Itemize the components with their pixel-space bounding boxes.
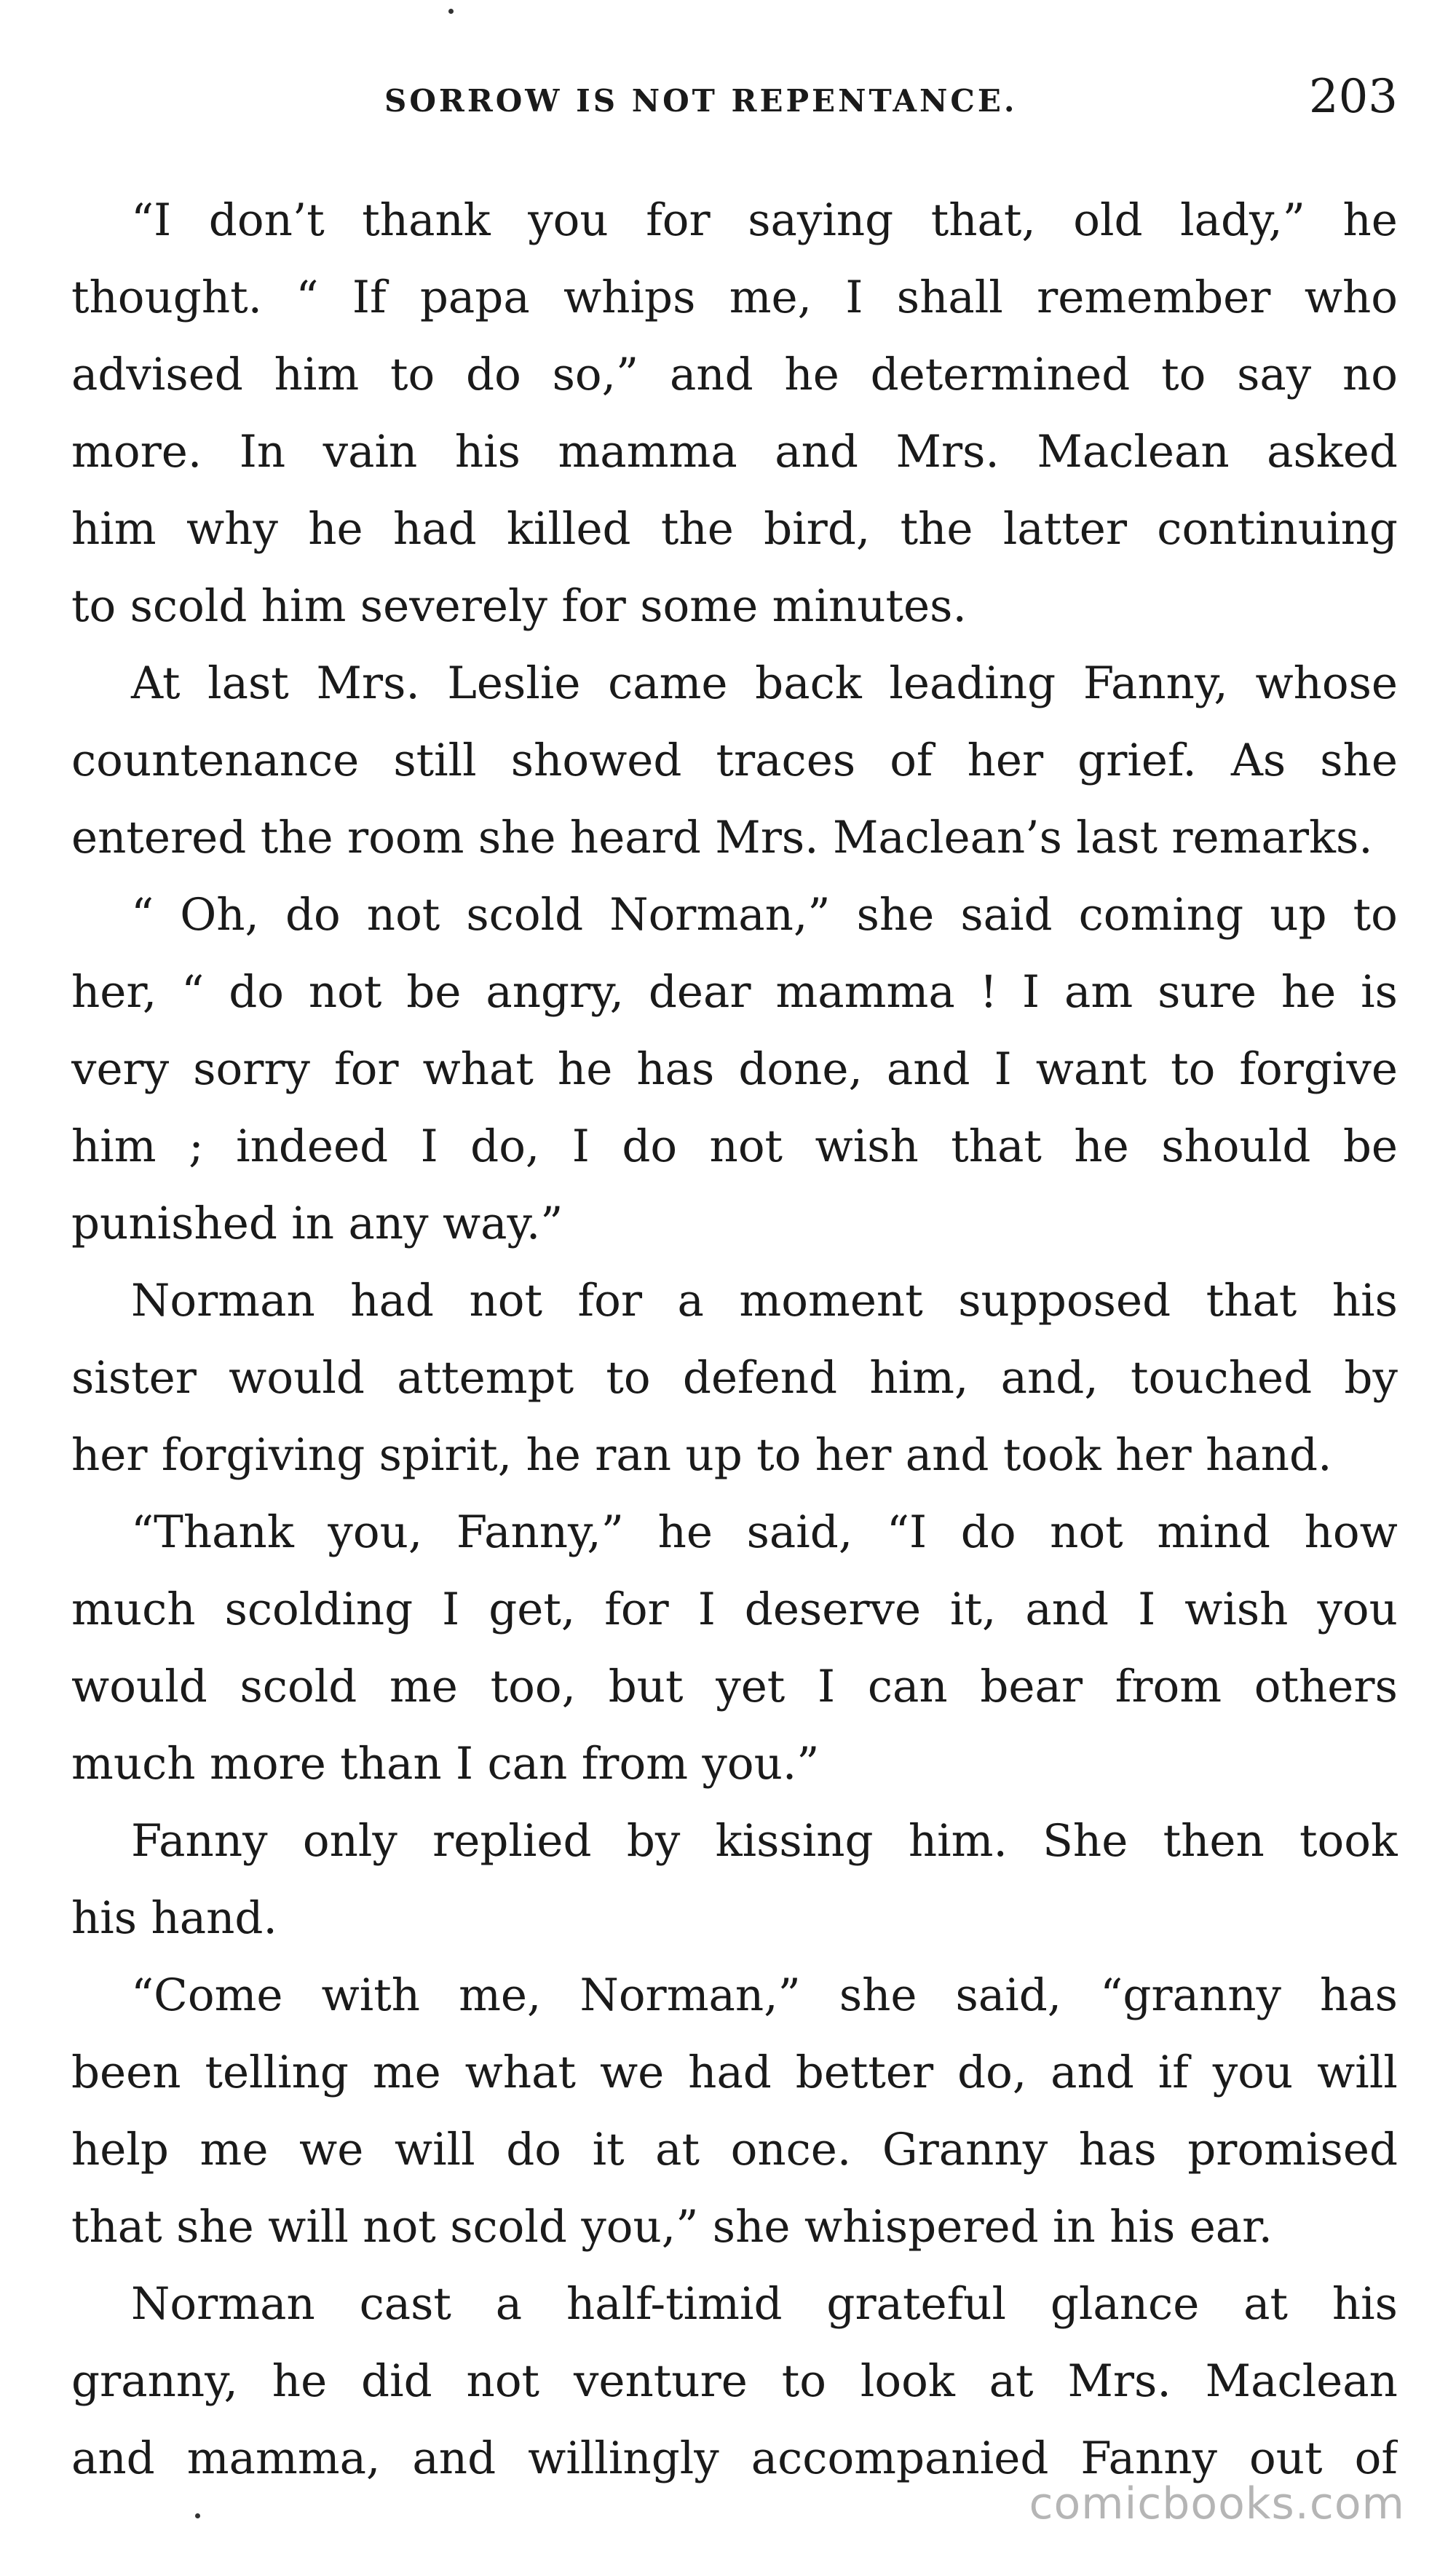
word: grateful (826, 2278, 1006, 2330)
word: Fanny (131, 1815, 268, 1867)
word: mamma (558, 426, 737, 478)
text-line (71, 259, 1398, 336)
word: said (960, 889, 1053, 941)
text-line (71, 1340, 1398, 1417)
text-line (71, 336, 1398, 414)
word: scold (466, 889, 584, 941)
word: a (495, 2278, 523, 2330)
word: had (350, 1275, 434, 1327)
word: sister (71, 1352, 197, 1404)
text-line: that she will not scold you,” she whispered in his ear. (71, 2201, 1273, 2253)
word: yet (716, 1661, 786, 1712)
word: get, (488, 1584, 576, 1635)
text-line (71, 954, 1398, 1031)
text-line (71, 645, 1398, 722)
word: and (71, 2432, 155, 2484)
text-line (71, 1571, 1398, 1648)
word: help (71, 2124, 169, 2175)
word: and (1025, 1584, 1109, 1635)
word: dear (648, 966, 751, 1018)
word: not (709, 1121, 783, 1172)
word: to (1353, 889, 1398, 941)
word: can (867, 1661, 948, 1712)
word: me (199, 2124, 269, 2175)
print-speck (195, 2513, 200, 2518)
word: papa (419, 272, 530, 323)
word: I (845, 272, 863, 323)
word: glance (1050, 2278, 1200, 2330)
word: more. (71, 426, 202, 478)
word: me (372, 2047, 441, 2098)
word: granny, (71, 2355, 238, 2407)
word: do (506, 2124, 562, 2175)
word: As (1230, 735, 1286, 786)
text-line (71, 1262, 1398, 1340)
word: say (1237, 349, 1312, 400)
word: not (366, 889, 440, 941)
word: coming (1078, 889, 1244, 941)
word: leading (889, 657, 1056, 709)
text-line (71, 1803, 1398, 1880)
word: look (860, 2355, 955, 2407)
word: replied (432, 1815, 592, 1867)
word: out (1249, 2432, 1323, 2484)
word: no (1342, 349, 1398, 400)
word: do, (470, 1121, 540, 1172)
word: he (657, 1506, 713, 1558)
word: will (1317, 2047, 1398, 2098)
word: Granny (882, 2124, 1048, 2175)
word: has (1078, 2124, 1157, 2175)
word: would (229, 1352, 365, 1404)
word: then (1163, 1815, 1265, 1867)
word: kissing (715, 1815, 874, 1867)
word: sure (1158, 966, 1257, 1018)
word: with (321, 1969, 421, 2021)
word: very (71, 1043, 170, 1095)
word: once. (730, 2124, 852, 2175)
word: half-timid (566, 2278, 783, 2330)
word: said, (746, 1506, 853, 1558)
text-line (71, 182, 1398, 259)
word: from (1115, 1661, 1222, 1712)
word: advised (71, 349, 243, 400)
text-line: entered the room she heard Mrs. Maclean’s last remarks. (71, 812, 1373, 863)
word: She (1042, 1815, 1128, 1867)
word: willingly (528, 2432, 719, 2484)
word: Leslie (447, 657, 581, 709)
word: him (71, 1121, 157, 1172)
word: mamma, (186, 2432, 381, 2484)
text-line (71, 2266, 1398, 2343)
word: to (1171, 1043, 1216, 1095)
text-line: punished in any way.” (71, 1198, 563, 1249)
word: of (890, 735, 933, 786)
page-number: 203 (1308, 70, 1398, 124)
text-line: to scold him severely for some minutes. (71, 580, 967, 632)
word: indeed (236, 1121, 389, 1172)
word: me, (459, 1969, 542, 2021)
word: Fanny,” (456, 1506, 624, 1558)
word: am (1064, 966, 1133, 1018)
text-line (71, 1648, 1398, 1726)
word: I (994, 1043, 1012, 1095)
word: at (655, 2124, 700, 2175)
word: Maclean (1037, 426, 1230, 478)
word: Maclean (1205, 2355, 1398, 2407)
word: traces (716, 735, 856, 786)
word: her, (71, 966, 157, 1018)
word: too, (490, 1661, 576, 1712)
word: I (571, 1121, 590, 1172)
word: wish (1184, 1584, 1289, 1635)
word: it (592, 2124, 625, 2175)
word: be (406, 966, 462, 1018)
word: telling (205, 2047, 349, 2098)
word: him, (869, 1352, 969, 1404)
word: and (775, 426, 858, 478)
word: thought. (71, 272, 263, 323)
running-title: SORROW IS NOT REPENTANCE. (384, 83, 1018, 119)
word: scolding (224, 1584, 414, 1635)
text-line (71, 2111, 1398, 2189)
word: but (608, 1661, 684, 1712)
word: you, (328, 1506, 423, 1558)
word: she (856, 889, 935, 941)
word: for (646, 194, 711, 246)
word: he (308, 503, 363, 555)
word: had (392, 503, 477, 555)
word: that (1206, 1275, 1297, 1327)
word: killed (506, 503, 631, 555)
word: angry, (486, 966, 624, 1018)
word: he (1074, 1121, 1129, 1172)
word: came (608, 657, 728, 709)
word: she (839, 1969, 917, 2021)
word: for (604, 1584, 669, 1635)
word: remember (1037, 272, 1271, 323)
word: ; (189, 1121, 204, 1172)
word: “granny (1100, 1969, 1281, 2021)
word: do (285, 889, 341, 941)
word: “ (296, 272, 319, 323)
word: I (442, 1584, 460, 1635)
word: last (207, 657, 289, 709)
text-line (71, 491, 1398, 568)
word: to (606, 1352, 651, 1404)
word: “ (181, 966, 205, 1018)
word: saying (748, 194, 894, 246)
word: showed (510, 735, 682, 786)
word: what (422, 1043, 534, 1095)
page-header (71, 70, 1398, 128)
word: has (1319, 1969, 1398, 2021)
word: you (1212, 2047, 1294, 2098)
word: he (557, 1043, 613, 1095)
word: latter (1002, 503, 1127, 555)
word: took (1299, 1815, 1398, 1867)
watermark-logo: comicbooks.com (1029, 2478, 1405, 2529)
print-speck (448, 9, 454, 14)
word: old (1073, 194, 1143, 246)
word: Norman (131, 1275, 315, 1327)
word: want (1035, 1043, 1147, 1095)
word: scold (240, 1661, 357, 1712)
word: Mrs. (1067, 2355, 1171, 2407)
word: his (454, 426, 521, 478)
word: of (1354, 2432, 1398, 2484)
word: done, (738, 1043, 863, 1095)
word: sorry (193, 1043, 311, 1095)
word: do (229, 966, 284, 1018)
word: accompanied (751, 2432, 1049, 2484)
word: she (1320, 735, 1398, 786)
word: back (755, 657, 862, 709)
word: me, (729, 272, 812, 323)
word: be (1342, 1121, 1398, 1172)
word: only (302, 1815, 397, 1867)
word: and (412, 2432, 496, 2484)
word: touched (1131, 1352, 1313, 1404)
word: and (886, 1043, 970, 1095)
word: “ (131, 889, 154, 941)
word: I (818, 1661, 836, 1712)
word: had (688, 2047, 772, 2098)
word: bear (980, 1661, 1083, 1712)
text-line (71, 1031, 1398, 1108)
word: by (1344, 1352, 1398, 1404)
word: vain (323, 426, 418, 478)
word: her (967, 735, 1044, 786)
word: much (71, 1584, 196, 1635)
word: said, (955, 1969, 1062, 2021)
word: Oh, (180, 889, 259, 941)
word: better (795, 2047, 934, 2098)
word: “Thank (131, 1506, 294, 1558)
word: ! (979, 966, 998, 1018)
word: he (272, 2355, 328, 2407)
word: venture (573, 2355, 748, 2407)
word: it, (950, 1584, 997, 1635)
word: I (1022, 966, 1040, 1018)
word: supposed (958, 1275, 1171, 1327)
word: still (393, 735, 477, 786)
word: continuing (1157, 503, 1398, 555)
word: whips (563, 272, 696, 323)
word: do (960, 1506, 1016, 1558)
word: determined (870, 349, 1131, 400)
word: Fanny, (1083, 657, 1228, 709)
word: should (1161, 1121, 1311, 1172)
word: for (334, 1043, 399, 1095)
word: up (1270, 889, 1327, 941)
word: did (361, 2355, 432, 2407)
text-line (71, 414, 1398, 491)
word: grief. (1077, 735, 1197, 786)
word: Norman (131, 2278, 315, 2330)
word: at (989, 2355, 1034, 2407)
word: defend (682, 1352, 838, 1404)
word: “I (131, 194, 172, 246)
word: “Come (131, 1969, 283, 2021)
word: me (389, 1661, 458, 1712)
text-line (71, 2034, 1398, 2111)
word: At (131, 657, 181, 709)
text-line: her forgiving spirit, he ran up to her and took her hand. (71, 1429, 1332, 1481)
word: mind (1157, 1506, 1271, 1558)
word: the (660, 503, 734, 555)
word: him (274, 349, 360, 400)
word: do (622, 1121, 678, 1172)
word: do, (957, 2047, 1027, 2098)
word: not (469, 1275, 543, 1327)
word: he (1281, 966, 1337, 1018)
word: I (697, 1584, 716, 1635)
word: you (528, 194, 609, 246)
word: Norman,” (579, 1969, 801, 2021)
word: by (626, 1815, 681, 1867)
word: Norman,” (609, 889, 831, 941)
word: promised (1187, 2124, 1398, 2175)
word: Mrs. (895, 426, 1000, 478)
word: I (1138, 1584, 1156, 1635)
word: not (308, 966, 382, 1018)
word: so,” (552, 349, 639, 400)
word: has (636, 1043, 715, 1095)
word: and (669, 349, 753, 400)
word: others (1254, 1661, 1398, 1712)
word: for (577, 1275, 643, 1327)
word: asked (1267, 426, 1398, 478)
word: his (1332, 1275, 1398, 1327)
word: to (1161, 349, 1206, 400)
word: if (1158, 2047, 1189, 2098)
word: you (1317, 1584, 1398, 1635)
word: that (951, 1121, 1042, 1172)
text-line (71, 722, 1398, 799)
word: wish (815, 1121, 919, 1172)
word: lady,” (1180, 194, 1305, 246)
word: him (71, 503, 157, 555)
word: why (186, 503, 278, 555)
word: how (1304, 1506, 1398, 1558)
word: bird, (764, 503, 871, 555)
word: I (420, 1121, 438, 1172)
word: “I (886, 1506, 927, 1558)
word: we (299, 2124, 364, 2175)
text-line: much more than I can from you.” (71, 1738, 820, 1790)
word: deserve (744, 1584, 922, 1635)
word: In (239, 426, 286, 478)
word: attempt (397, 1352, 574, 1404)
word: Fanny (1080, 2432, 1217, 2484)
text-line: his hand. (71, 1892, 277, 1944)
word: would (71, 1661, 207, 1712)
word: he (784, 349, 839, 400)
word: mamma (775, 966, 955, 1018)
word: thank (362, 194, 491, 246)
word: we (599, 2047, 665, 2098)
word: forgive (1239, 1043, 1398, 1095)
word: countenance (71, 735, 360, 786)
word: he (1342, 194, 1398, 246)
word: to (390, 349, 435, 400)
word: a (677, 1275, 704, 1327)
text-line (71, 1957, 1398, 2034)
word: him. (908, 1815, 1008, 1867)
word: If (352, 272, 387, 323)
word: that, (930, 194, 1036, 246)
text-line (71, 877, 1398, 954)
word: shall (896, 272, 1003, 323)
word: what (464, 2047, 577, 2098)
text-line (71, 1108, 1398, 1185)
word: his (1332, 2278, 1398, 2330)
word: not (1050, 1506, 1123, 1558)
word: whose (1255, 657, 1398, 709)
word: not (466, 2355, 540, 2407)
word: been (71, 2047, 181, 2098)
word: at (1243, 2278, 1289, 2330)
word: who (1304, 272, 1398, 323)
text-line (71, 2343, 1398, 2420)
word: cast (359, 2278, 451, 2330)
word: will (394, 2124, 475, 2175)
word: Mrs. (316, 657, 420, 709)
word: and (1051, 2047, 1134, 2098)
body-text (71, 182, 1398, 2497)
word: moment (739, 1275, 923, 1327)
word: don’t (208, 194, 325, 246)
word: do (466, 349, 521, 400)
word: is (1361, 966, 1398, 1018)
text-line (71, 1494, 1398, 1571)
word: and, (1000, 1352, 1099, 1404)
word: the (900, 503, 973, 555)
word: to (781, 2355, 826, 2407)
